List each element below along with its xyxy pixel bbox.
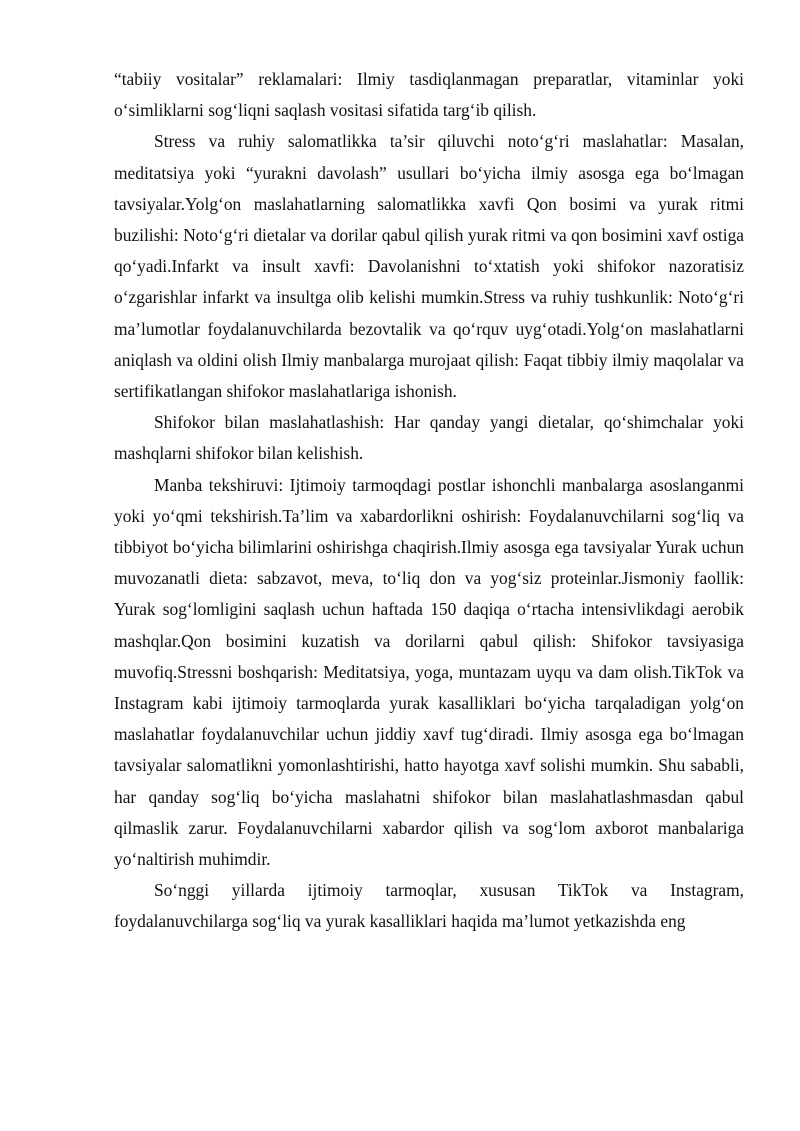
paragraph-recent-years: So‘nggi yillarda ijtimoiy tarmoqlar, xususan TikTok va Instagram, foydalanuvchilarga sog‘liq va yurak kasalliklari haqida ma’lumot yetkazishda eng bbox=[114, 880, 744, 932]
paragraph-natural-remedies-ads: “tabiiy vositalar” reklamalari: Ilmiy tasdiqlanmagan preparatlar, vitaminlar yoki o‘simliklarni sog‘liqni saqlash vositasi sifatida targ‘ib qilish. bbox=[114, 69, 744, 121]
paragraph-source-check: Manba tekshiruvi: Ijtimoiy tarmoqdagi postlar ishonchli manbalarga asoslanganmi yoki yo‘qmi tekshirish.Ta’lim va xabardorlikni oshirish: Foydalanuvchilarni sog‘liq va tibbiyot bo‘yicha bilimlarini oshirishga chaqirish.Ilmiy asosga ega tavsiyalar Yurak uchun muvozanatli dieta: sabzavot, meva, to‘liq don va yog‘siz proteinlar.Jismoniy faollik: Yurak sog‘lomligini saqlash uchun haftada 150 daqiqa o‘rtacha intensivlikdagi aerobik mashqlar.Qon bosimini kuzatish va dorilarni qabul qilish: Shifokor tavsiyasiga muvofiq.Stressni boshqarish: Meditatsiya, yoga, muntazam uyqu va dam olish.TikTok va Instagram kabi ijtimoiy tarmoqlarda yurak kasalliklari bo‘yicha tarqaladigan yolg‘on maslahatlar foydalanuvchilar uchun jiddiy xavf tug‘diradi. Ilmiy asosga ega bo‘lmagan tavsiyalar salomatlikni yomonlashtirishi, hatto hayotga xavf solishi mumkin. Shu sababli, har qanday sog‘liq bo‘yicha maslahatni shifokor bilan maslahatlashmasdan qabul qilmaslik zarur. Foydalanuvchilarni xabardor qilish va sog‘lom axborot manbalariga yo‘naltirish muhimdir. bbox=[114, 474, 744, 870]
paragraph-consult-doctor: Shifokor bilan maslahatlashish: Har qanday yangi dietalar, qo‘shimchalar yoki mashqlarni shifokor bilan kelishish. bbox=[114, 412, 744, 464]
paragraph-stress-advice: Stress va ruhiy salomatlikka ta’sir qiluvchi noto‘g‘ri maslahatlar: Masalan, meditatsiya yoki “yurakni davolash” usullari bo‘yicha ilmiy asosga ega bo‘lmagan tavsiyalar.Yolg‘on maslahatlarning salomatlikka xavfi Qon bosimi va yurak ritmi buzilishi: Noto‘g‘ri dietalar va dorilar qabul qilish yurak ritmi va qon bosimini xavf ostiga qo‘yadi.Infarkt va insult xavfi: Davolanishni to‘xtatish yoki shifokor nazoratisiz o‘zgarishlar infarkt va insultga olib kelishi mumkin.Stress va ruhiy tushkunlik: Noto‘g‘ri ma’lumotlar foydalanuvchilarda bezovtalik va qo‘rquv uyg‘otadi.Yolg‘on maslahatlarni aniqlash va oldini olish Ilmiy manbalarga murojaat qilish: Faqat tibbiy ilmiy maqolalar va sertifikatlangan shifokor maslahatlariga ishonish. bbox=[114, 131, 744, 402]
